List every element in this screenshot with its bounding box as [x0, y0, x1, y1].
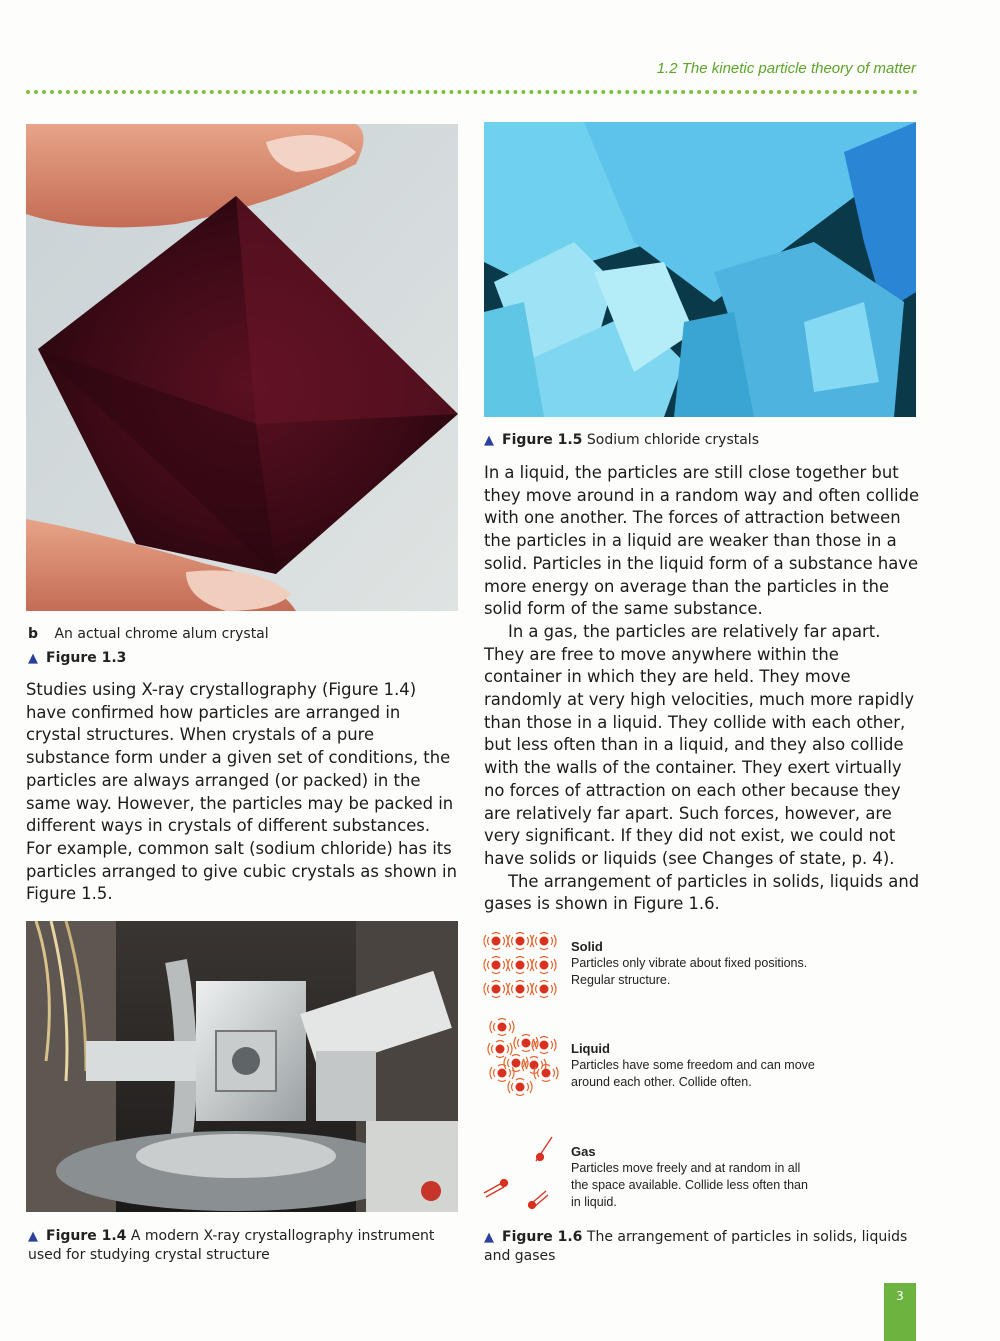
particle-arrangement-diagram	[480, 925, 570, 1215]
left-column-text	[26, 679, 460, 906]
legend-line: Particles have some freedom and can move	[571, 1058, 815, 1072]
figure-1-5-caption	[484, 431, 759, 450]
paragraph: Studies using X-ray crystallography (Figure 1.4) have confirmed how particles are arranged in crystal structures. When crystals of a pure substance form under a given set of conditions, the particles are always arranged (or packed) in the same way. However, the particles may be packed in different ways in crystals of different substances. For example, common salt (sodium chloride) has its particles arranged to give cubic crystals as shown in Figure 1.5.	[26, 680, 457, 904]
legend-line: Particles only vibrate about fixed positions.	[571, 956, 808, 970]
legend-title: Solid	[571, 939, 603, 954]
triangle-icon: ▲	[28, 1229, 38, 1244]
paragraph-arrangement: The arrangement of particles in solids, liquids and gases is shown in Figure 1.6.	[484, 871, 920, 914]
figure-1-3-subcaption	[28, 625, 269, 644]
figure-caption-text: The arrangement of particles in solids, liquids and gases	[484, 1229, 908, 1264]
paragraph-liquid: In a liquid, the particles are still close together but they move around in a random way and often collide with one another. The forces of attraction between the particles in a liquid are weaker than those in a solid. Particles in the liquid form of a substance have more energy on average than the particles in the solid form of the same substance.	[484, 463, 920, 619]
legend-title: Liquid	[571, 1041, 610, 1056]
right-column-text	[484, 462, 920, 916]
figure-1-6-caption	[484, 1228, 916, 1266]
legend-title: Gas	[571, 1144, 596, 1159]
legend-line: Particles move freely and at random in all	[571, 1161, 801, 1175]
figure-label: Figure 1.4	[46, 1228, 127, 1244]
xray-instrument-photo	[26, 921, 458, 1212]
subcaption-text: An actual chrome alum crystal	[54, 626, 269, 642]
header-divider	[26, 90, 918, 94]
solid-particles	[484, 933, 556, 998]
sodium-chloride-crystals-photo	[484, 122, 916, 417]
legend-line: around each other. Collide often.	[571, 1075, 752, 1089]
triangle-icon: ▲	[484, 1230, 494, 1245]
legend-line: Regular structure.	[571, 973, 671, 987]
triangle-icon: ▲	[484, 433, 494, 448]
triangle-icon: ▲	[28, 651, 38, 666]
legend-line: in liquid.	[571, 1195, 617, 1209]
figure-1-3-caption	[28, 649, 126, 668]
liquid-particles	[488, 1019, 558, 1096]
figure-caption-text: Sodium chloride crystals	[586, 432, 759, 448]
gas-legend	[571, 1143, 808, 1211]
paragraph-gas: In a gas, the particles are relatively far apart. They are free to move anywhere within the container in which they are held. They move randomly at very high velocities, much more rapidly than those in a liquid. They collide with each other, but less often than in a liquid, and they also collide with the walls of the container. They exert virtually no forces of attraction on each other because they are relatively far apart. Such forces, however, are very significant. If they did not exist, we could not have solids or liquids (see Changes of state, p. 4).	[484, 621, 915, 868]
figure-caption-text: A modern X-ray crystallography instrument used for studying crystal structure	[28, 1228, 435, 1263]
running-header: 1.2 The kinetic particle theory of matter	[656, 60, 916, 77]
subfigure-letter: b	[28, 626, 39, 642]
chrome-alum-crystal-photo	[26, 124, 458, 611]
figure-label: Figure 1.6	[502, 1229, 583, 1245]
liquid-legend	[571, 1040, 815, 1091]
gas-particles	[484, 1137, 552, 1209]
figure-1-4-caption	[28, 1227, 460, 1265]
solid-legend	[571, 938, 807, 989]
figure-label: Figure 1.5	[502, 432, 583, 448]
legend-line: the space available. Collide less often than	[571, 1178, 808, 1192]
page-number: 3	[884, 1283, 916, 1341]
figure-label: Figure 1.3	[46, 650, 127, 666]
